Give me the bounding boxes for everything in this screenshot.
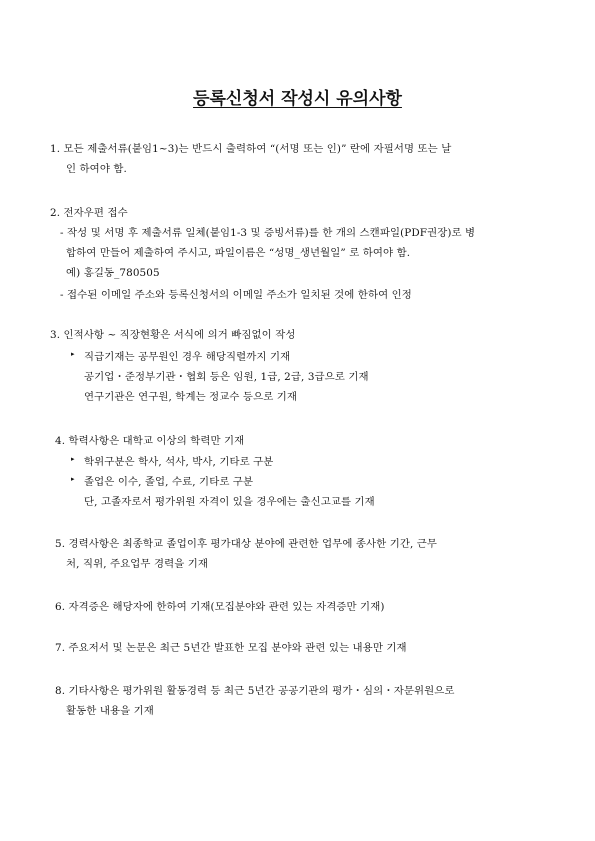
section-1-line-1: 1. 모든 제출서류(붙임1~3)는 반드시 출력하여 “(서명 또는 인)” 란에 자필서명 또는 날 — [50, 143, 452, 155]
section-4-item-2-note: 단, 고졸자로서 평가위원 자격이 있을 경우에는 출신고교를 기재 — [84, 496, 375, 508]
section-2-line-1: - 작성 및 서명 후 제출서류 일체(붙임1-3 및 증빙서류)를 한 개의 스캔파일(PDF권장)로 병 — [60, 227, 476, 239]
section-1-line-2: 인 하여야 함. — [66, 163, 127, 175]
section-4-item-2: 졸업은 이수, 졸업, 수료, 기타로 구분 — [84, 476, 254, 488]
section-5-line-2: 처, 직위, 주요업무 경력을 기재 — [66, 558, 209, 570]
section-2-line-3: - 접수된 이메일 주소와 등록신청서의 이메일 주소가 일치된 것에 한하여 인정 — [60, 289, 412, 301]
section-8-line-2: 활동한 내용을 기재 — [66, 705, 154, 717]
bullet-triangle-icon: ▸ — [71, 475, 75, 483]
section-7-line-1: 7. 주요저서 및 논문은 최근 5년간 발표한 모집 분야와 관련 있는 내용만 기재 — [55, 642, 407, 654]
section-8-line-1: 8. 기타사항은 평가위원 활동경력 등 최근 5년간 공공기관의 평가・심의・자문위원으로 — [55, 685, 455, 697]
document-title — [0, 84, 595, 109]
bullet-triangle-icon: ▸ — [71, 350, 75, 358]
section-4-heading: 4. 학력사항은 대학교 이상의 학력만 기재 — [55, 435, 245, 447]
section-3-item-1: 직급기재는 공무원인 경우 해당직렬까지 기재 — [84, 351, 291, 363]
section-2-line-2: 합하여 만들어 제출하여 주시고, 파일이름은 “성명_생년월일” 로 하여야 함. — [66, 247, 411, 259]
bullet-triangle-icon: ▸ — [71, 455, 75, 463]
section-6-line-1: 6. 자격증은 해당자에 한하여 기재(모집분야와 관련 있는 자격증만 기재) — [55, 601, 385, 613]
document-title-text: 등록신청서 작성시 유의사항 — [193, 89, 402, 109]
section-3-item-1-cont-2: 연구기관은 연구원, 학계는 정교수 등으로 기재 — [84, 391, 298, 403]
section-2-heading: 2. 전자우편 접수 — [50, 207, 128, 219]
section-5-line-1: 5. 경력사항은 최종학교 졸업이후 평가대상 분야에 관련한 업무에 종사한 기간, 근무 — [55, 538, 438, 550]
section-3-heading: 3. 인적사항 ~ 직장현황은 서식에 의거 빠짐없이 작성 — [50, 329, 296, 341]
section-3-item-1-cont-1: 공기업・준정부기관・협회 등은 임원, 1급, 2급, 3급으로 기재 — [84, 371, 369, 383]
section-4-item-1: 학위구분은 학사, 석사, 박사, 기타로 구분 — [84, 456, 274, 468]
section-2-example: 예) 홍길동_780505 — [66, 267, 160, 279]
